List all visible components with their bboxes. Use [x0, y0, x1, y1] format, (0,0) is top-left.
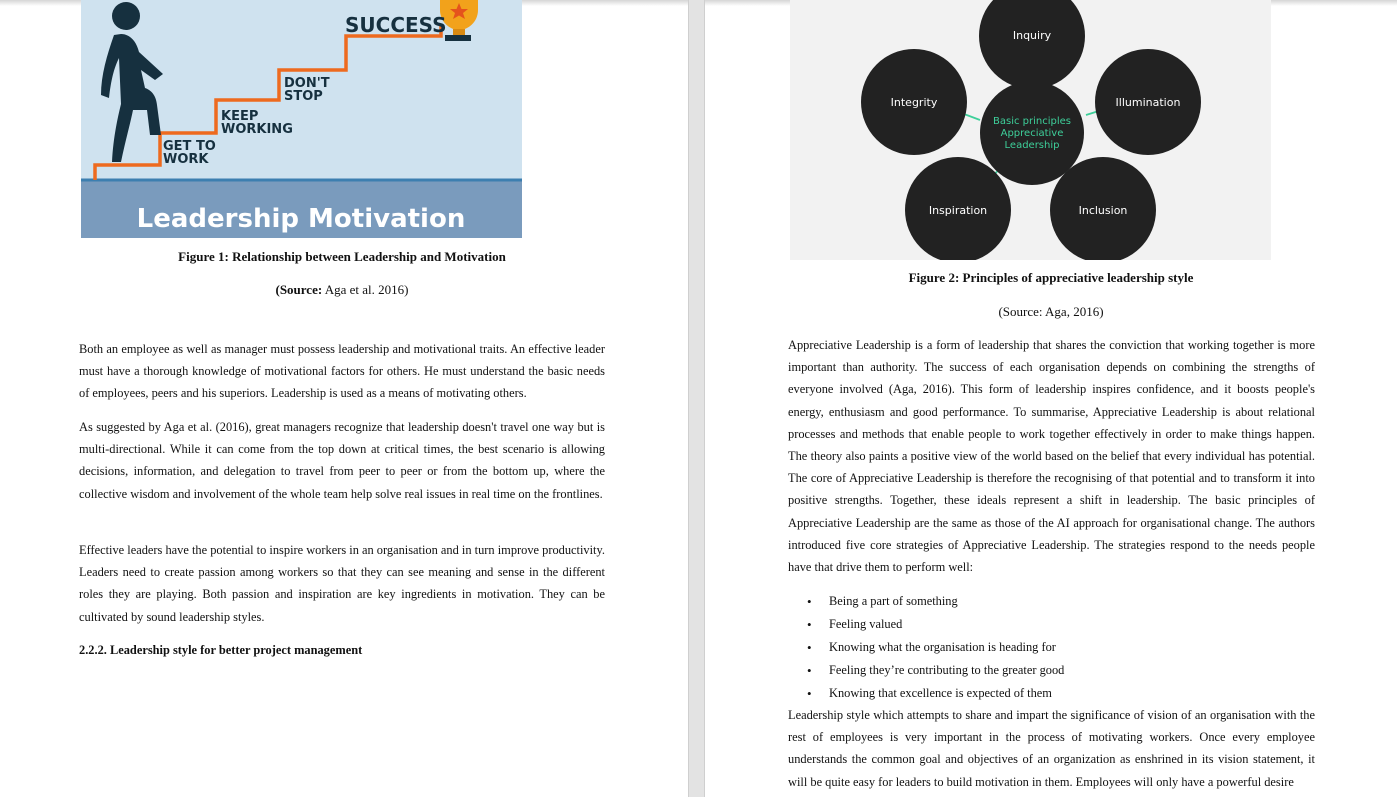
strategy-bullet-list: [788, 590, 1315, 705]
step-get-to-label: GET TO: [163, 139, 216, 154]
inquiry-label: Inquiry: [1012, 29, 1052, 42]
page-gutter: [688, 0, 705, 797]
step-working-label: WORKING: [221, 122, 293, 137]
figure1-source-label: (Source:: [275, 282, 323, 297]
figure1-source: [81, 282, 603, 298]
list-item: • Knowing what the organisation is heading for: [788, 636, 1315, 659]
step-work-label: WORK: [163, 152, 209, 167]
inspiration-label: Inspiration: [928, 204, 988, 217]
right-paragraph-1: Appreciative Leadership is a form of leadership that shares the conviction that working together is more important than authority. The success of each organisation depends on combining the strengths of everyone involved (Aga, 2016). This form of leadership inspires confidence, and it boosts people's energy, enthusiasm and good performance. To summarise, Appreciative Leadership is about relational processes and methods that enable people to work together effectively in order to make things happen. The theory also paints a positive view of the world based on the belief that every individual has potential. The core of Appreciative Leadership is therefore the recognising of that potential and to transform it into positive strengths. Together, these ideals represent a shift in leadership. The basic principles of Appreciative Leadership are the same as those of the AI approach for organisational change. The authors introduced five core strategies of Appreciative Leadership. The strategies respond to the needs people have that drive them to perform well:: [788, 338, 1315, 575]
center-label-line1: Basic principles: [993, 116, 1071, 127]
left-paragraph-1: Both an employee as well as manager must possess leadership and motivational traits. An effective leader must have a thorough knowledge of motivational factors for others. He must understand the basic needs of employees, peers and his superiors. Leadership is used as a means of motivating others.: [79, 342, 605, 401]
figure1-image: [81, 0, 522, 238]
right-paragraph-2: Leadership style which attempts to share and impart the significance of vision of an organisation with the rest of employees is very important in the process of motivating workers. Once every employee understands the common goal and objectives of an organization as enshrined in its vision statement, it will be quite easy for leaders to build motivation in them. Employees will only have a powerful desire: [788, 708, 1315, 789]
list-item: • Feeling they’re contributing to the greater good: [788, 659, 1315, 682]
illumination-label: Illumination: [1115, 96, 1181, 109]
figure2-caption: Figure 2: Principles of appreciative leadership style: [908, 270, 1194, 285]
step-stop-label: STOP: [284, 89, 323, 104]
left-paragraph-3: Effective leaders have the potential to inspire workers in an organisation and in turn improve productivity. Leaders need to create passion among workers so that they can see meaning and sense in the different roles they are playing. Both passion and inspiration are key ingredients in motivation. They can be cultivated by sound leadership styles.: [79, 543, 605, 624]
list-item: • Feeling valued: [788, 613, 1315, 636]
figure1-source-text: Aga et al. 2016): [324, 282, 409, 297]
figure1-caption: Figure 1: Relationship between Leadership and Motivation: [178, 249, 506, 264]
inclusion-label: Inclusion: [1078, 204, 1128, 217]
section-heading: 2.2.2. Leadership style for better project management: [79, 643, 363, 657]
list-item: • Knowing that excellence is expected of them: [788, 682, 1315, 705]
step-success-label: SUCCESS: [345, 13, 447, 37]
left-paragraph-2: As suggested by Aga et al. (2016), great managers recognize that leadership doesn't travel one way but is multi-directional. While it can come from the top down at critical times, the best scenario is allowing decisions, information, and delegation to travel from peer to peer or from the bottom up, where the collective wisdom and involvement of the whole team help solve real issues in real time on the frontlines.: [79, 420, 605, 501]
figure2-diagram: [790, 0, 1271, 260]
integrity-label: Integrity: [890, 96, 938, 109]
center-label-line3: Leadership: [1004, 140, 1060, 151]
list-item: • Being a part of something: [788, 590, 1315, 613]
figure2-source: (Source: Aga, 2016): [998, 304, 1104, 319]
right-document-page: [705, 0, 1397, 797]
figure1-banner-title: Leadership Motivation: [136, 204, 466, 234]
center-label-line2: Appreciative: [1000, 128, 1064, 139]
left-document-page: [0, 0, 688, 797]
step-keep-label: KEEP: [221, 109, 259, 124]
step-dont-label: DON'T: [284, 76, 330, 91]
